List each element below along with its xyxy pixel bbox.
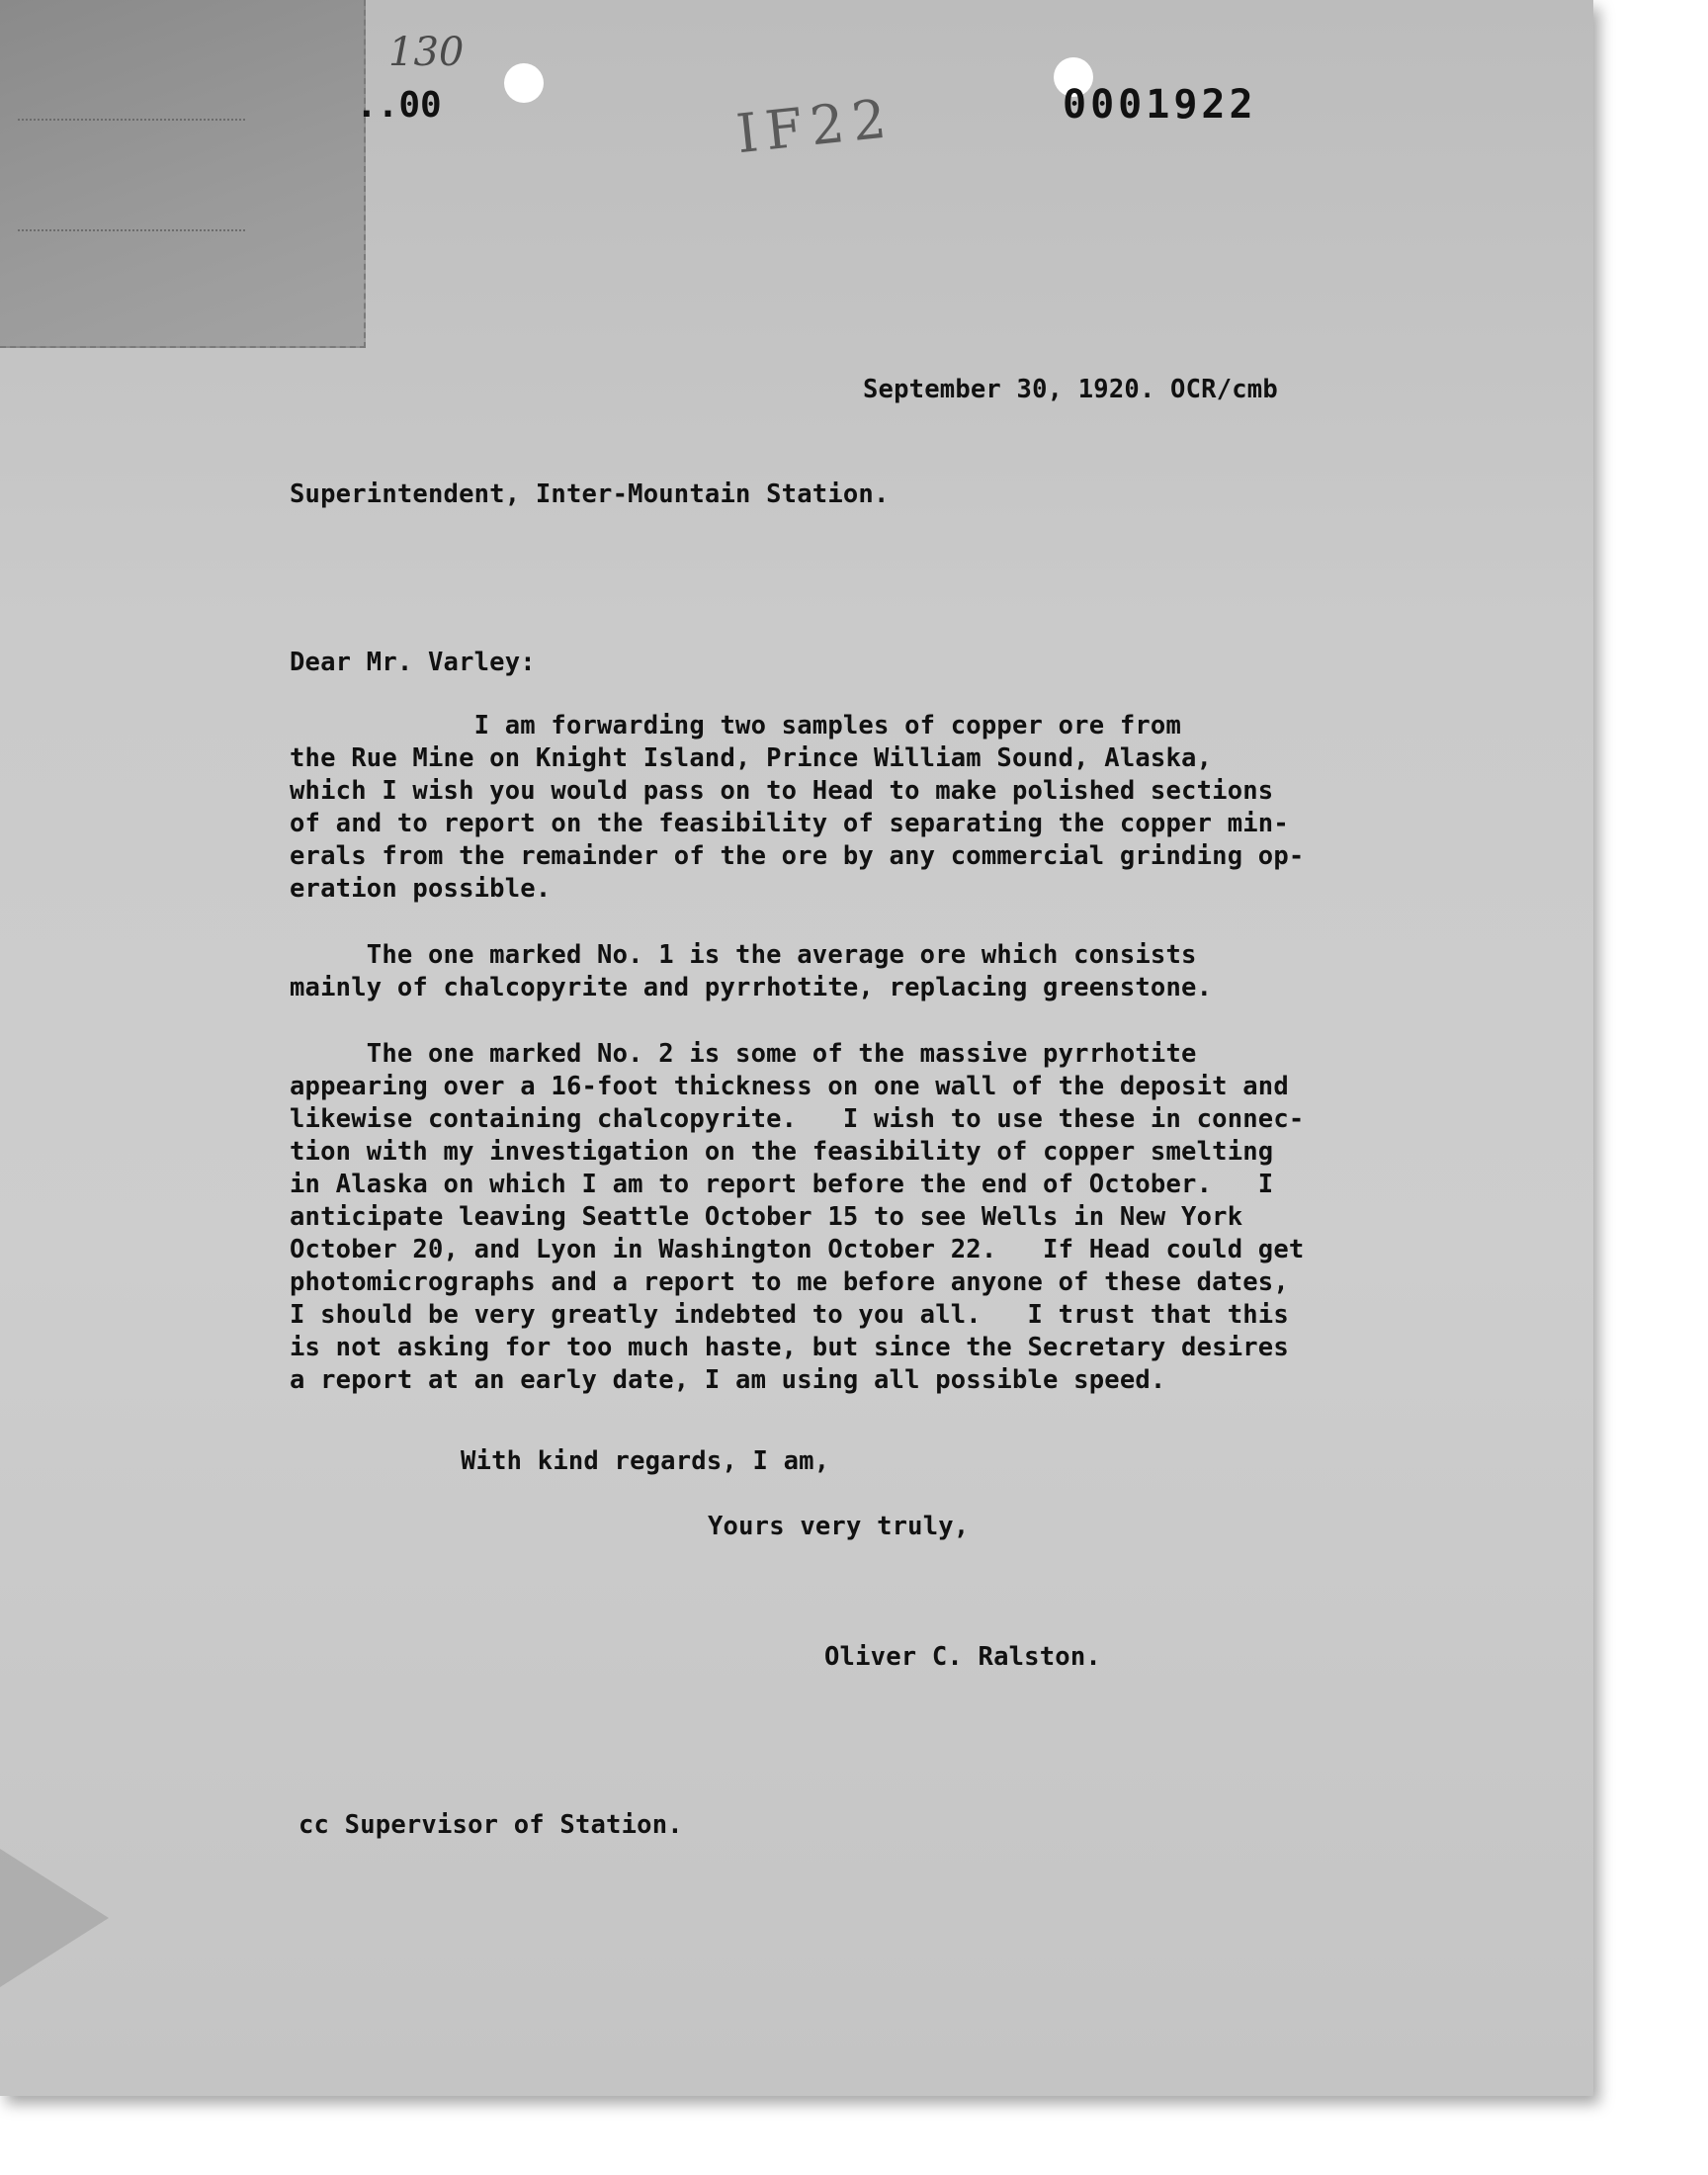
- document-number: 0001922: [1063, 82, 1257, 128]
- handwritten-number: 130: [388, 30, 465, 75]
- complimentary-close: Yours very truly,: [708, 1512, 970, 1541]
- attached-slip: [0, 0, 366, 348]
- signature: Oliver C. Ralston.: [824, 1642, 1101, 1672]
- body-paragraph-1: I am forwarding two samples of copper ore from the Rue Mine on Knight Island, Prince William Sound, Alaska, which I wish you would pass on to Head to make polished sections of and to report on the feasibility of separating the copper min- erals from the remainder of the ore by any commercial grinding op- eration possible.: [290, 711, 1305, 904]
- addressee: Superintendent, Inter-Mountain Station.: [290, 479, 890, 509]
- slip-dotted-line: [18, 229, 245, 231]
- punch-hole: [504, 63, 544, 103]
- slip-dotted-line: [18, 119, 245, 121]
- page-fold-shadow: [0, 1849, 109, 1987]
- file-mark: ..00: [356, 85, 442, 126]
- cc-line: cc Supervisor of Station.: [299, 1810, 683, 1840]
- handwritten-code: IF22: [733, 86, 897, 166]
- closing: With kind regards, I am,: [461, 1446, 830, 1476]
- salutation: Dear Mr. Varley:: [290, 648, 536, 677]
- date-line: September 30, 1920. OCR/cmb: [863, 375, 1278, 404]
- body-paragraph-3: The one marked No. 2 is some of the massive pyrrhotite appearing over a 16-foot thickness on one wall of the deposit and likewise containing chalcopyrite. I wish to use these in connec- tion with my investigation on the feasibility of copper smelting in Alaska on which I am to report before the end of October. I anticipate leaving Seattle October 15 to see Wells in New York October 20, and Lyon in Washington October 22. If Head could get photomicrographs and a report to me before anyone of these dates, I should be very greatly indebted to you all. I trust that this is not asking for too much haste, but since the Secretary desires a report at an early date, I am using all possible speed.: [290, 1039, 1305, 1395]
- body-paragraph-2: The one marked No. 1 is the average ore which consists mainly of chalcopyrite and pyrrhotite, replacing greenstone.: [290, 940, 1213, 1002]
